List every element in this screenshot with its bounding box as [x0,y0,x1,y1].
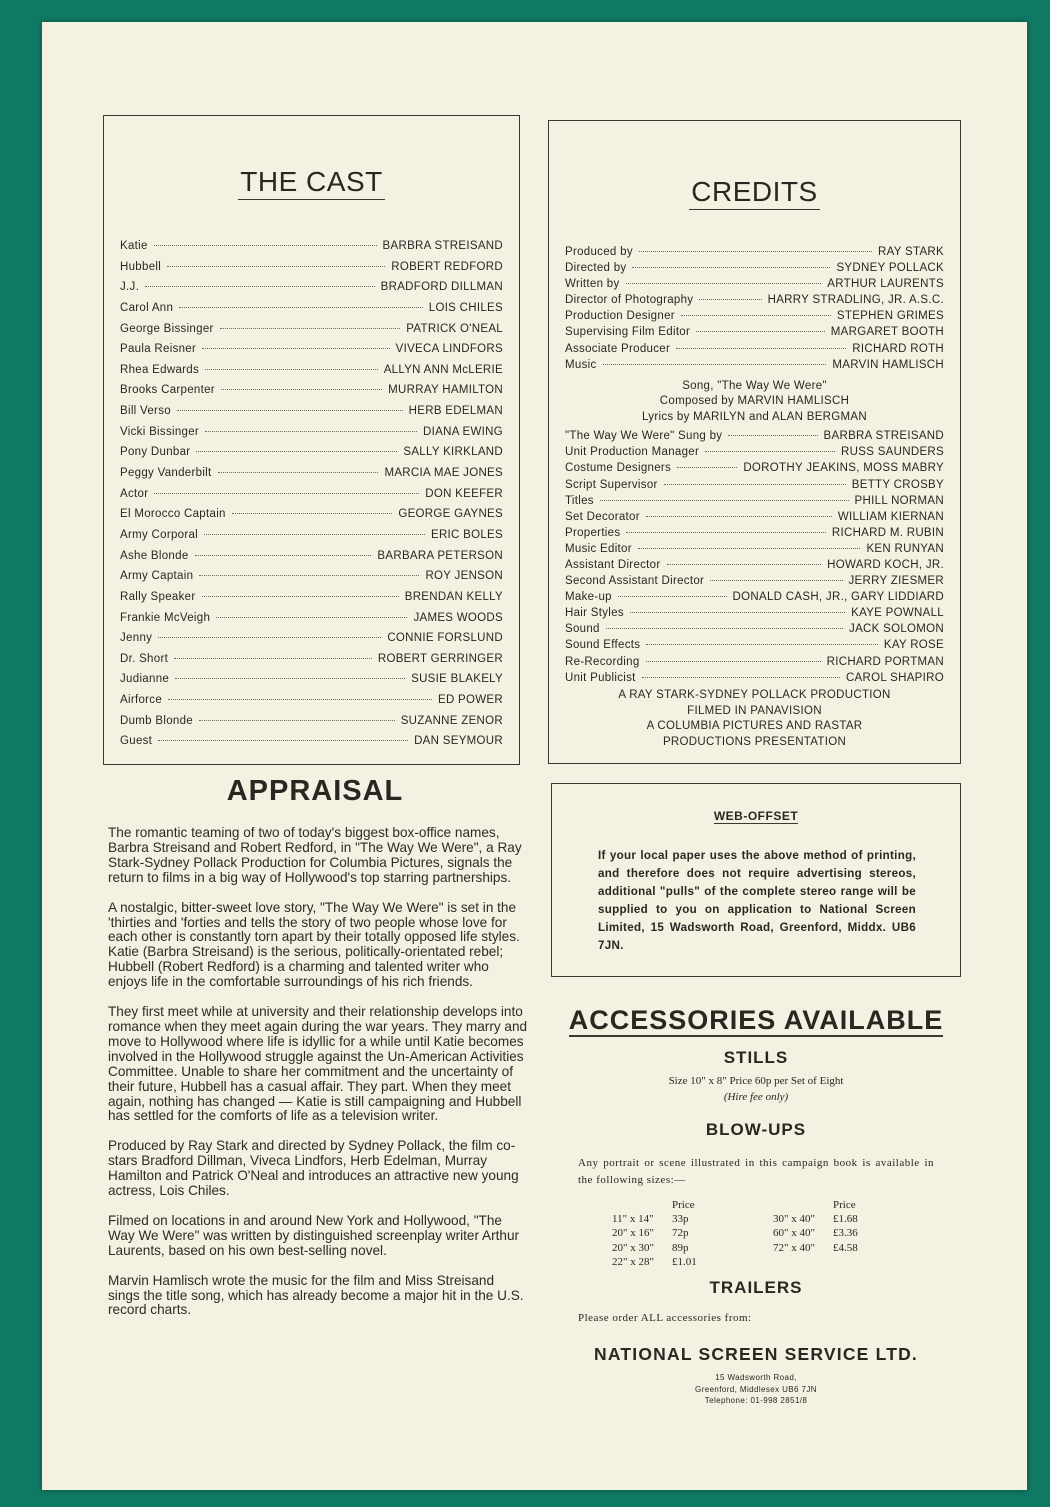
stills-info [551,1073,961,1105]
credit-row-name: CAROL SHAPIRO [845,671,944,684]
leader-dots [232,513,393,514]
leader-dots [710,580,842,581]
address-line: Telephone: 01-998 2851/8 [704,1396,808,1405]
leader-dots [630,612,845,613]
credit-row [565,430,944,446]
leader-dots [179,307,423,308]
size-value: 72" x 40" [773,1241,815,1254]
credit-row-role: "The Way We Were" Sung by [565,430,723,443]
cast-row-role: Carol Ann [120,301,174,314]
credit-row-role: Unit Production Manager [565,446,700,459]
credit-row-name: WILLIAM KIERNAN [837,510,944,523]
credit-row [565,623,944,639]
company-name: NATIONAL SCREEN SERVICE LTD. [594,1344,918,1364]
leader-dots [677,467,737,468]
credit-row-role: Hair Styles [565,607,624,620]
cast-row [120,508,503,529]
trailers-heading: TRAILERS [709,1278,803,1297]
cast-row-role: Ashe Blonde [120,549,189,562]
cast-row-name: ROBERT GERRINGER [377,652,503,665]
production-line: PRODUCTIONS PRESENTATION [662,735,847,748]
credit-row-name: ARTHUR LAURENTS [827,278,944,291]
price-value: 89p [671,1241,689,1254]
credit-row [565,294,944,310]
credit-row-name: JERRY ZIESMER [848,575,944,588]
credit-row-role: Production Designer [565,310,675,323]
credit-row-role: Properties [565,526,621,539]
cast-row-role: Peggy Vanderbilt [120,467,212,480]
cast-row [120,467,503,488]
credit-row-role: Written by [565,278,620,291]
credits-title: CREDITS [549,176,960,208]
credit-row [565,575,944,591]
credit-row-name: SYDNEY POLLACK [836,262,944,275]
leader-dots [204,534,425,535]
cast-row-role: Jenny [120,632,153,645]
credit-row-role: Director of Photography [565,294,694,307]
leader-dots [600,500,849,501]
leader-dots [158,637,381,638]
price-value: 72p [671,1227,689,1240]
cast-row-name: MARCIA MAE JONES [384,467,503,480]
price-value: £1.68 [832,1213,858,1226]
credit-row [565,462,944,478]
cast-row-role: El Morocco Captain [120,508,226,521]
leader-dots [216,617,407,618]
size-row [608,1212,701,1226]
leader-dots [167,266,385,267]
cast-row [120,550,503,571]
cast-row-role: Judianne [120,673,170,686]
cast-row [120,302,503,323]
cast-row [120,591,503,612]
credit-row-name: RICHARD M. RUBIN [831,526,944,539]
price-value: £1.01 [671,1255,697,1268]
credit-row-name: BARBRA STREISAND [823,430,944,443]
web-offset-title: WEB-OFFSET [713,809,799,823]
cast-row [120,343,503,364]
cast-row [120,405,503,426]
leader-dots [175,678,405,679]
cast-row [120,570,503,591]
cast-row-name: SALLY KIRKLAND [403,446,503,459]
leader-dots [642,677,840,678]
price-value: 33p [671,1213,689,1226]
address-line: 15 Wadsworth Road, [715,1373,797,1382]
credit-row-name: RAY STARK [878,246,944,258]
credit-row [565,326,944,342]
credit-row-role: Directed by [565,262,627,275]
cast-row-name: HERB EDELMAN [408,405,503,418]
credit-row [565,246,944,262]
leader-dots [154,493,419,494]
cast-row-name: LOIS CHILES [428,301,503,314]
leader-dots [639,251,872,252]
size-value: 30" x 40" [773,1213,815,1226]
cast-row-role: Bill Verso [120,405,171,418]
cast-row-name: BRADFORD DILLMAN [380,281,503,294]
credit-row [565,591,944,607]
cast-title: THE CAST [104,166,519,198]
cast-row-role: Airforce [120,694,163,707]
credit-row-name: PHILL NORMAN [854,494,944,507]
company-address [551,1372,961,1407]
credit-row-name: JACK SOLOMON [849,623,944,636]
appraisal-paragraph: A nostalgic, bitter-sweet love story, "The Way We Were" is set in the 'thirties and 'forties and tells the story of two people whose love for each other is constantly torn apart by their totally opposed life styles. Katie (Barbra Streisand) is the serious, politically-orientated rebel; Hubbell (Robert Redford) is a charming and talented writer who enjoys life in the comfortable surroundings of his rich friends. [108,899,520,990]
cast-row-name: JAMES WOODS [413,611,503,624]
credit-row-role: Music [565,358,597,371]
credit-row-role: Produced by [565,246,633,258]
credit-row-name: MARGARET BOOTH [830,326,944,339]
leader-dots [195,555,372,556]
credit-row-role: Set Decorator [565,510,640,523]
cast-row [120,529,503,550]
cast-row-name: SUZANNE ZENOR [400,714,503,727]
blowups-text: Any portrait or scene illustrated in this campaign book is available in the following sizes:— [578,1157,934,1186]
credit-row [565,262,944,278]
credit-row-role: Unit Publicist [565,671,636,684]
price-value: £3.36 [832,1227,858,1240]
leader-dots [667,564,822,565]
campaign-sheet [42,22,1027,1490]
cast-row-name: MURRAY HAMILTON [388,384,503,397]
leader-dots [174,658,372,659]
credit-row [565,656,944,672]
cast-row-role: Dr. Short [120,652,169,665]
credits-list [565,246,944,688]
leader-dots [168,699,432,700]
leader-dots [145,286,375,287]
appraisal-paragraph: They first meet while at university and their relationship develops into romance when they meet again during the war years. They marry and move to Hollywood where life is idyllic for a while until Katie becomes involved in the Hollywood struggle against the Un-American Activities Committee. Unable to share her commitment and the uncertainty of their future, Hubbell has a casual affair. They part. When they meet again, nothing has changed — Katie is still campaigning and Hubbell has settled for the comforts of life as a television writer. [108,1004,528,1124]
blowups-sizes-right [769,1198,862,1255]
appraisal-paragraph: Filmed on locations in and around New York and Hollywood, "The Way We Were" was written by distinguished screenplay writer Arthur Laurents, based on his own best-selling novel. [108,1212,520,1258]
leader-dots [618,596,727,597]
leader-dots [705,451,835,452]
accessories-title: ACCESSORIES AVAILABLE [568,1005,944,1035]
credit-row-name: RICHARD ROTH [852,342,944,355]
song-credit [565,379,944,426]
leader-dots [202,596,399,597]
web-offset-text: If your local paper uses the above method of printing, and therefore does not require advertising stereos, additional "pulls" of the complete stereo range will be supplied to you on application to National Screen Limited, 15 Wadsworth Road, Greenford, Middx. UB6 7JN. [598,849,916,952]
production-line: A COLUMBIA PICTURES AND RASTAR [646,720,863,733]
stills-price-line: Size 10" x 8" Price 60p per Set of Eight [668,1075,844,1087]
price-value: £4.58 [832,1241,858,1254]
cast-row-role: Brooks Carpenter [120,384,215,397]
blowups-heading: BLOW-UPS [705,1120,807,1139]
cast-row-role: Pony Dunbar [120,446,191,459]
cast-row-role: Paula Reisner [120,343,197,356]
credit-row-role: Sound Effects [565,639,641,652]
leader-dots [676,348,846,349]
credit-row-name: KAY ROSE [883,639,944,652]
credit-row-role: Sound [565,623,600,636]
leader-dots [202,348,389,349]
cast-row-name: DIANA EWING [423,425,503,438]
order-text: Please order ALL accessories from: [578,1312,752,1324]
leader-dots [681,315,831,316]
credit-row-name: RICHARD PORTMAN [826,655,944,668]
cast-list [120,240,503,756]
leader-dots [205,431,417,432]
size-row [769,1241,862,1255]
cast-row [120,632,503,653]
credits-box [548,120,961,764]
credit-row [565,639,944,655]
blowups-sizes-left [608,1198,701,1269]
credit-row-name: HARRY STRADLING, JR. A.S.C. [767,294,944,307]
cast-row-role: Guest [120,735,153,748]
cast-row [120,261,503,282]
cast-row [120,612,503,633]
cast-row-name: BARBARA PETERSON [377,549,503,562]
leader-dots [177,410,403,411]
cast-row-name: ERIC BOLES [430,528,503,541]
appraisal-paragraph: Marvin Hamlisch wrote the music for the film and Miss Streisand sings the title song, which has already become a major hit in the U.S. record charts. [108,1272,524,1318]
credit-row-name: DONALD CASH, JR., GARY LIDDIARD [732,591,944,604]
cast-row [120,240,503,261]
size-row [769,1226,862,1240]
credit-row [565,343,944,359]
song-line: Lyrics by MARILYN and ALAN BERGMAN [642,410,867,423]
credit-row [565,495,944,511]
cast-row [120,446,503,467]
credit-row-role: Costume Designers [565,462,672,475]
cast-box [103,115,520,765]
price-header: Price [671,1199,695,1211]
credit-row [565,607,944,623]
cast-row [120,323,503,344]
cast-row-role: Rhea Edwards [120,363,200,376]
cast-row-role: Army Corporal [120,528,199,541]
credit-row [565,527,944,543]
sizes-header [608,1198,701,1212]
address-line: Greenford, Middlesex UB6 7JN [695,1384,817,1394]
credit-row-role: Titles [565,494,594,507]
sizes-header [769,1198,862,1212]
appraisal-paragraph: Produced by Ray Stark and directed by Sydney Pollack, the film co-stars Bradford Dillman, Viveca Lindfors, Herb Edelman, Murray Hamilton and Patrick O'Neal and introduces an attractive new young actress, Lois Chiles. [108,1138,519,1199]
credit-row-name: RUSS SAUNDERS [841,446,944,459]
credit-row-name: DOROTHY JEAKINS, MOSS MABRY [743,462,944,475]
leader-dots [220,328,401,329]
appraisal-title: APPRAISAL [226,775,404,807]
cast-row-name: ROY JENSON [425,570,503,583]
credit-row [565,672,944,688]
cast-row-name: ED POWER [437,694,503,707]
production-line: FILMED IN PANAVISION [687,704,822,717]
stills-hire-note: (Hire fee only) [723,1091,789,1103]
credit-row [565,543,944,559]
credit-row-role: Script Supervisor [565,478,658,491]
leader-dots [699,299,761,300]
cast-row-role: Army Captain [120,570,194,583]
leader-dots [196,451,397,452]
appraisal-paragraph: The romantic teaming of two of today's biggest box-office names, Barbra Streisand and Robert Redford, in "The Way We Were", a Ray Stark-Sydney Pollack Production for Columbia Pictures, signals the return to films in a big way of Hollywood's top starring partnerships. [108,825,522,885]
size-value: 20" x 30" [612,1241,654,1254]
cast-row [120,653,503,674]
credit-row-name: KEN RUNYAN [866,542,944,555]
cast-row-name: BRENDAN KELLY [404,590,503,603]
cast-row-role: J.J. [120,281,140,294]
leader-dots [606,628,843,629]
leader-dots [664,484,846,485]
appraisal-text [108,826,528,1333]
credit-row [565,559,944,575]
leader-dots [632,267,830,268]
leader-dots [205,369,378,370]
cast-row-name: GEORGE GAYNES [398,508,503,521]
cast-row-role: George Bissinger [120,322,214,335]
cast-row-name: SUSIE BLAKELY [411,673,503,686]
song-line: Composed by MARVIN HAMLISCH [659,395,850,408]
credit-row [565,359,944,375]
size-value: 60" x 40" [773,1227,815,1240]
credit-row-name: KAYE POWNALL [851,607,944,620]
cast-row-name: CONNIE FORSLUND [387,632,503,645]
cast-row [120,426,503,447]
credit-row-name: BETTY CROSBY [851,478,944,491]
credit-row-name: HOWARD KOCH, JR. [827,559,944,571]
size-row [769,1212,862,1226]
size-row [608,1255,701,1269]
credit-row-name: MARVIN HAMLISCH [832,358,944,371]
size-value: 22" x 28" [612,1255,654,1268]
cast-row [120,673,503,694]
cast-row-role: Frankie McVeigh [120,611,211,624]
credit-row-role: Second Assistant Director [565,575,705,588]
size-value: 11" x 14" [612,1213,654,1226]
credit-row [565,278,944,294]
leader-dots [696,331,825,332]
cast-row [120,488,503,509]
cast-row-role: Dumb Blonde [120,714,193,727]
leader-dots [646,644,878,645]
credit-row-role: Re-Recording [565,655,640,668]
production-line: A RAY STARK-SYDNEY POLLACK PRODUCTION [618,689,891,701]
credit-row [565,310,944,326]
cast-row-name: VIVECA LINDFORS [395,343,503,356]
size-row [608,1226,701,1240]
leader-dots [199,575,419,576]
cast-row [120,384,503,405]
size-value: 20" x 16" [612,1227,654,1240]
leader-dots [221,389,382,390]
leader-dots [626,532,825,533]
cast-row [120,715,503,736]
web-offset-box [551,783,961,977]
leader-dots [603,364,827,365]
credit-row-name: STEPHEN GRIMES [836,310,944,323]
cast-row-name: PATRICK O'NEAL [406,322,503,335]
leader-dots [626,283,822,284]
credit-row-role: Assistant Director [565,559,661,571]
cast-row [120,364,503,385]
leader-dots [728,435,817,436]
cast-row-name: ROBERT REDFORD [391,260,503,273]
cast-row-name: DON KEEFER [425,487,503,500]
cast-row-name: ALLYN ANN McLERIE [383,363,503,376]
credit-row-role: Make-up [565,591,612,604]
cast-row [120,735,503,756]
leader-dots [638,548,861,549]
stills-heading: STILLS [723,1048,789,1067]
cast-row-name: DAN SEYMOUR [414,735,503,748]
leader-dots [154,245,377,246]
size-row [608,1241,701,1255]
credit-row-role: Associate Producer [565,342,671,355]
credit-row [565,446,944,462]
credit-row-role: Supervising Film Editor [565,326,691,339]
credit-row [565,479,944,495]
song-line: Song, "The Way We Were" [682,379,827,392]
leader-dots [646,661,821,662]
cast-row [120,281,503,302]
cast-row-name: BARBRA STREISAND [382,240,503,252]
credit-row-role: Music Editor [565,542,632,555]
leader-dots [158,740,408,741]
cast-row-role: Rally Speaker [120,590,196,603]
leader-dots [646,516,832,517]
cast-row-role: Hubbell [120,260,162,273]
price-header: Price [832,1199,856,1211]
leader-dots [199,720,395,721]
cast-row-role: Actor [120,487,149,500]
cast-row-role: Vicki Bissinger [120,425,200,438]
cast-row-role: Katie [120,240,148,252]
credit-row [565,511,944,527]
production-credit [549,688,960,750]
leader-dots [218,472,379,473]
cast-row [120,694,503,715]
